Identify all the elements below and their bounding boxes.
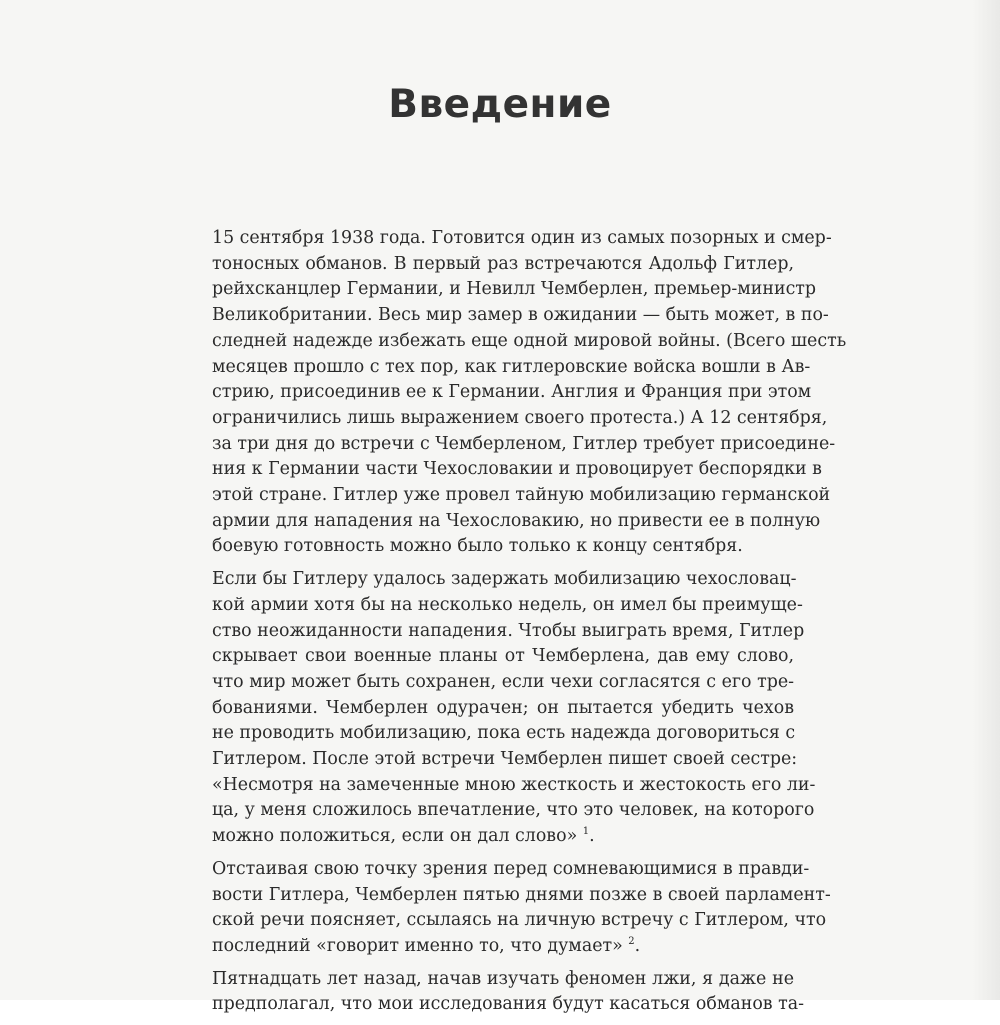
text-line: последний «говорит именно то, что думает» (212, 935, 623, 956)
text-line-with-footnote: последний «говорит именно то, что думает» $^2$. (212, 935, 641, 956)
text-line: ния к Германии части Чехословакии и провоцирует беспорядки в (212, 459, 822, 480)
text-line: «Несмотря на замеченные мною жесткость и жестокость его ли- (212, 774, 816, 795)
chapter-body (212, 226, 847, 1025)
page-edge-shadow (972, 0, 1000, 1000)
text-line: вости Гитлера, Чемберлен пятью днями позже в своей парламент- (212, 884, 831, 905)
text-line: скрывает свои военные планы от Чемберлена, дав ему слово, (212, 646, 794, 667)
chapter-title: Введение (388, 82, 612, 127)
text-line: 15 сентября 1938 года. Готовится один из самых позорных и смер- (212, 228, 832, 248)
text-line: за три дня до встречи с Чемберленом, Гитлер требует присоедине- (212, 433, 836, 454)
text-line: стрию, присоединив ее к Германии. Англия и Франция при этом (212, 382, 812, 403)
paragraph-4 (212, 967, 804, 1018)
text-line: Если бы Гитлеру удалось задержать мобилизацию чехословац- (212, 569, 797, 590)
text-line: ца, у меня сложилось впечатление, что это человек, на которого (212, 800, 815, 821)
text-line: рейхсканцлер Германии, и Невилл Чемберлен, премьер-министр (212, 279, 817, 300)
text-line: Гитлером. После этой встречи Чемберлен пишет своей сестре: (212, 749, 798, 770)
text-line: что мир может быть сохранен, если чехи согласятся с его тре- (212, 671, 794, 692)
paragraph-2 (212, 567, 816, 850)
text-line: можно положиться, если он дал слово» (212, 826, 578, 847)
text-line: этой стране. Гитлер уже провел тайную мобилизацию германской (212, 485, 831, 506)
footnote-marker: 1 (582, 826, 590, 838)
text-line: боевую готовность можно было только к концу сентября. (212, 536, 743, 557)
text-line-with-footnote: можно положиться, если он дал слово» $^1$. (212, 826, 595, 847)
text-line: бованиями. Чемберлен одурачен; он пытается убедить чехов (212, 697, 794, 718)
text-line: ство неожиданности нападения. Чтобы выиграть время, Гитлер (212, 620, 805, 641)
paragraph-3 (212, 857, 831, 960)
text-line: месяцев прошло с тех пор, как гитлеровские войска вошли в Ав- (212, 356, 811, 377)
text-line: тоносных обманов. В первый раз встречаются Адольф Гитлер, (212, 253, 794, 274)
paragraph-1 (212, 226, 847, 560)
text-line: Отстаивая свою точку зрения перед сомневающимися в правди- (212, 858, 810, 879)
text-line: не проводить мобилизацию, пока есть надежда договориться с (212, 723, 796, 744)
text-line: следней надежде избежать еще одной мировой войны. (Всего шесть (212, 330, 847, 351)
footnote-marker: 2 (628, 936, 635, 948)
text-line: Пятнадцать лет назад, начав изучать феномен лжи, я даже не (212, 968, 794, 989)
text-line: ограничились лишь выражением своего протеста.) А 12 сентября, (212, 407, 828, 428)
text-line: Великобритании. Весь мир замер в ожидании — быть может, в по- (212, 305, 829, 326)
text-line: армии для нападения на Чехословакию, но привести ее в полную (212, 510, 821, 531)
text-line: предполагал, что мои исследования будут касаться обманов та- (212, 994, 804, 1015)
text-line: кой армии хотя бы на несколько недель, он имел бы преимуще- (212, 594, 803, 615)
text-line: ской речи поясняет, ссылаясь на личную встречу с Гитлером, что (212, 910, 827, 931)
